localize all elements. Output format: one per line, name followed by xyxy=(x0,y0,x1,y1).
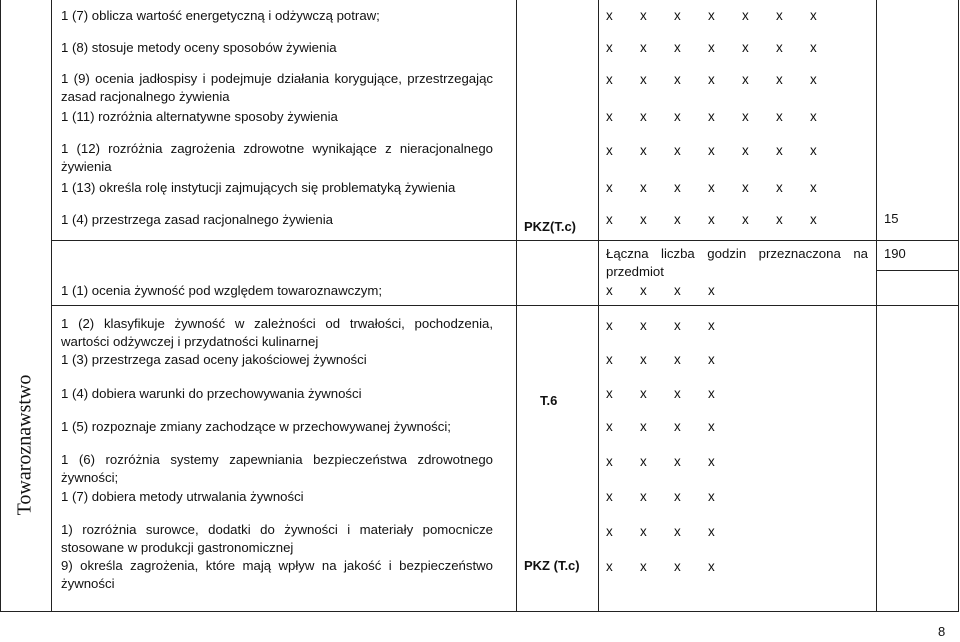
row-text: 1 (3) przestrzega zasad oceny jakościowej żywności xyxy=(61,352,367,367)
row-text: 1 (6) rozróżnia systemy zapewniania bezpieczeństwa zdrowotnego żywności; xyxy=(61,452,493,485)
row-marks: x x x x x x x xyxy=(606,72,817,87)
row-text: 1 (5) rozpoznaje zmiany zachodzące w przechowywanej żywności; xyxy=(61,419,451,434)
row-marks: x x x x xyxy=(606,283,715,298)
table-border-subject xyxy=(51,0,52,612)
row-marks: x x x x xyxy=(606,489,715,504)
divider-total xyxy=(51,240,958,241)
divider-towaroznawstwo xyxy=(51,305,958,306)
row-marks: x x x x x x x xyxy=(606,143,817,158)
divider-total-hours xyxy=(876,270,958,271)
row-text: 1 (7) oblicza wartość energetyczną i odżywczą potraw; xyxy=(61,8,380,23)
subject-label: Towaroznawstwo xyxy=(13,374,36,516)
row-marks: x x x x x x x xyxy=(606,40,817,55)
row-marks: x x x x xyxy=(606,524,715,539)
row-text: 9) określa zagrożenia, które mają wpływ na jakość i bezpieczeństwo żywności xyxy=(61,558,493,591)
row-marks: x x x x xyxy=(606,352,715,367)
row-marks: x x x x x x x xyxy=(606,109,817,124)
table-border-marks xyxy=(598,0,599,612)
row-text: 1 (12) rozróżnia zagrożenia zdrowotne wynikające z nieracjonalnego żywienia xyxy=(61,141,493,174)
table-border-code xyxy=(516,0,517,612)
total-label: Łączna liczba godzin przeznaczona na przedmiot xyxy=(606,246,868,279)
row-marks: x x x x xyxy=(606,318,715,333)
row-marks: x x x x x x x xyxy=(606,8,817,23)
row-text: 1 (9) ocenia jadłospisy i podejmuje działania korygujące, przestrzegając zasad racjonalnego żywienia xyxy=(61,71,493,104)
row-text: 1 (7) dobiera metody utrwalania żywności xyxy=(61,489,304,504)
row-marks: x x x x xyxy=(606,559,715,574)
row-text: 1 (4) dobiera warunki do przechowywania żywności xyxy=(61,386,362,401)
row-marks: x x x x x x x xyxy=(606,212,817,227)
row-marks: x x x x xyxy=(606,386,715,401)
row-text: 1) rozróżnia surowce, dodatki do żywności i materiały pomocnicze stosowane w produkcji gastronomicznej xyxy=(61,522,493,555)
hours-value: 15 xyxy=(884,211,899,226)
module-code: PKZ(T.c) xyxy=(524,219,576,234)
row-text: 1 (11) rozróżnia alternatywne sposoby żywienia xyxy=(61,109,338,124)
row-text: 1 (2) klasyfikuje żywność w zależności od trwałości, pochodzenia, wartości odżywczej i przydatności kulinarnej xyxy=(61,316,493,349)
row-text: 1 (8) stosuje metody oceny sposobów żywienia xyxy=(61,40,337,55)
page-number: 8 xyxy=(938,624,946,639)
row-marks: x x x x xyxy=(606,419,715,434)
row-marks: x x x x x x x xyxy=(606,180,817,195)
module-code: PKZ (T.c) xyxy=(524,558,580,573)
table-border-right xyxy=(958,0,959,612)
table-border-bottom xyxy=(0,611,958,612)
row-text: 1 (1) ocenia żywność pod względem towaroznawczym; xyxy=(61,283,383,298)
total-hours: 190 xyxy=(884,246,906,261)
row-text: 1 (4) przestrzega zasad racjonalnego żywienia xyxy=(61,212,333,227)
table-border-hours xyxy=(876,0,877,612)
module-code: T.6 xyxy=(540,393,558,408)
row-marks: x x x x xyxy=(606,454,715,469)
table-border-left xyxy=(0,0,1,612)
row-text: 1 (13) określa rolę instytucji zajmujących się problematyką żywienia xyxy=(61,180,456,195)
